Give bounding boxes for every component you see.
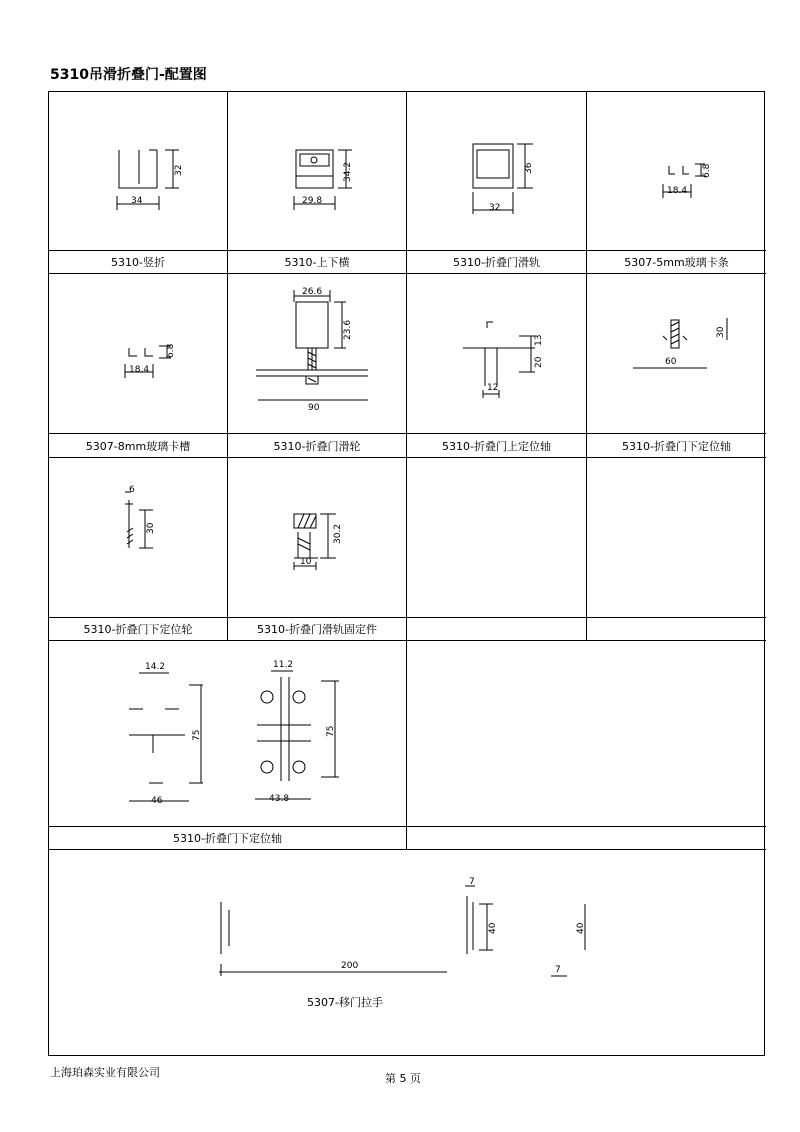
empty-cell-r4-right bbox=[407, 641, 766, 827]
profile-drawing-5mm-glass-strip bbox=[587, 92, 766, 250]
dim-width: 34 bbox=[131, 196, 143, 206]
caption-r1c2: 5310-上下横 bbox=[228, 251, 407, 274]
handle-caption: 5307-移门拉手 bbox=[307, 996, 383, 1009]
profile-drawing-top-pivot bbox=[407, 274, 586, 433]
caption-r2c4: 5310-折叠门下定位轴 bbox=[587, 434, 766, 458]
drawing-cell-r1c1 bbox=[49, 92, 228, 251]
page-title: 5310吊滑折叠门-配置图 bbox=[50, 67, 207, 83]
drawing-cell-r1c4 bbox=[587, 92, 766, 251]
dim-height: 6.8 bbox=[702, 163, 712, 178]
drawing-cell-r2c2 bbox=[228, 274, 407, 434]
drawing-cell-r5 bbox=[49, 850, 766, 1055]
dim-bottom-thickness: 7 bbox=[555, 965, 561, 975]
dim-top-thickness: 7 bbox=[469, 877, 475, 887]
profile-drawing-track-bracket bbox=[228, 458, 406, 617]
dim-width: 10 bbox=[300, 557, 312, 567]
caption-r2c3: 5310-折叠门上定位轴 bbox=[407, 434, 587, 458]
dim-top: 13 bbox=[534, 334, 544, 346]
dim-height: 30 bbox=[716, 326, 726, 338]
dim-height: 32 bbox=[174, 164, 184, 176]
company-name: 上海珀森实业有限公司 bbox=[50, 1066, 160, 1079]
profile-drawing-top-bottom-rail bbox=[228, 92, 406, 250]
profile-drawing-bottom-guide-wheel bbox=[49, 458, 227, 617]
drawing-cell-r1c3 bbox=[407, 92, 587, 251]
page-number: 第 5 页 bbox=[385, 1072, 421, 1085]
dim-height: 23.6 bbox=[343, 319, 353, 340]
configuration-sheet bbox=[48, 91, 765, 1056]
drawing-cell-r4-left bbox=[49, 641, 407, 827]
profile-drawing-bottom-pivot bbox=[587, 274, 766, 433]
dim-width: 18.4 bbox=[667, 186, 688, 196]
caption-r4-left: 5310-折叠门下定位轴 bbox=[49, 827, 407, 850]
dim-height: 30 bbox=[146, 522, 156, 534]
empty-cell-r3c3 bbox=[407, 458, 587, 618]
caption-r4-right bbox=[407, 827, 766, 850]
caption-r2c1: 5307-8mm玻璃卡槽 bbox=[49, 434, 228, 458]
drawing-cell-r2c4 bbox=[587, 274, 766, 434]
caption-r3c1: 5310-折叠门下定位轮 bbox=[49, 618, 228, 641]
dim-height: 30.2 bbox=[333, 523, 343, 544]
dim-pin-width: 12 bbox=[487, 383, 499, 393]
dim-length: 200 bbox=[341, 961, 359, 971]
dim-width: 18.4 bbox=[129, 365, 150, 375]
profile-drawing-vertical-fold bbox=[49, 92, 227, 250]
dim-total-width: 90 bbox=[308, 403, 320, 413]
dim-height-a: 40 bbox=[488, 922, 498, 934]
dim-height: 75 bbox=[192, 729, 202, 741]
dim-height: 75 bbox=[326, 725, 336, 737]
dim-width: 32 bbox=[489, 203, 501, 213]
profile-drawing-track bbox=[407, 92, 586, 250]
dim-width: 6 bbox=[129, 485, 135, 495]
caption-r3c4 bbox=[587, 618, 766, 641]
drawing-cell-r1c2 bbox=[228, 92, 407, 251]
profile-drawing-8mm-glass-channel bbox=[49, 274, 227, 433]
profile-drawing-roller bbox=[228, 274, 406, 433]
dim-height: 6.8 bbox=[166, 343, 176, 358]
dim-width: 60 bbox=[665, 357, 677, 367]
caption-r1c3: 5310-折叠门滑轨 bbox=[407, 251, 587, 274]
dim-width: 26.6 bbox=[302, 287, 323, 297]
dim-height-b: 40 bbox=[576, 922, 586, 934]
dim-top-width: 11.2 bbox=[273, 660, 294, 670]
caption-r3c3 bbox=[407, 618, 587, 641]
dim-bottom-width: 46 bbox=[151, 796, 163, 806]
empty-cell-r3c4 bbox=[587, 458, 766, 618]
dim-bottom-width: 43.8 bbox=[269, 794, 290, 804]
drawing-cell-r3c2 bbox=[228, 458, 407, 618]
dim-height: 20 bbox=[534, 356, 544, 368]
caption-r1c4: 5307-5mm玻璃卡条 bbox=[587, 251, 766, 274]
caption-r2c2: 5310-折叠门滑轮 bbox=[228, 434, 407, 458]
dim-height: 36 bbox=[524, 162, 534, 174]
drawing-cell-r2c1 bbox=[49, 274, 228, 434]
caption-r3c2: 5310-折叠门滑轨固定件 bbox=[228, 618, 407, 641]
dim-top-width: 14.2 bbox=[145, 662, 166, 672]
drawing-cell-r3c1 bbox=[49, 458, 228, 618]
profile-drawing-bottom-pivot-shaft bbox=[49, 641, 406, 826]
caption-r1c1: 5310-竖折 bbox=[49, 251, 228, 274]
profile-drawing-sliding-door-handle bbox=[49, 850, 766, 1055]
dim-height: 34.2 bbox=[343, 161, 353, 182]
drawing-cell-r2c3 bbox=[407, 274, 587, 434]
dim-width: 29.8 bbox=[302, 196, 323, 206]
